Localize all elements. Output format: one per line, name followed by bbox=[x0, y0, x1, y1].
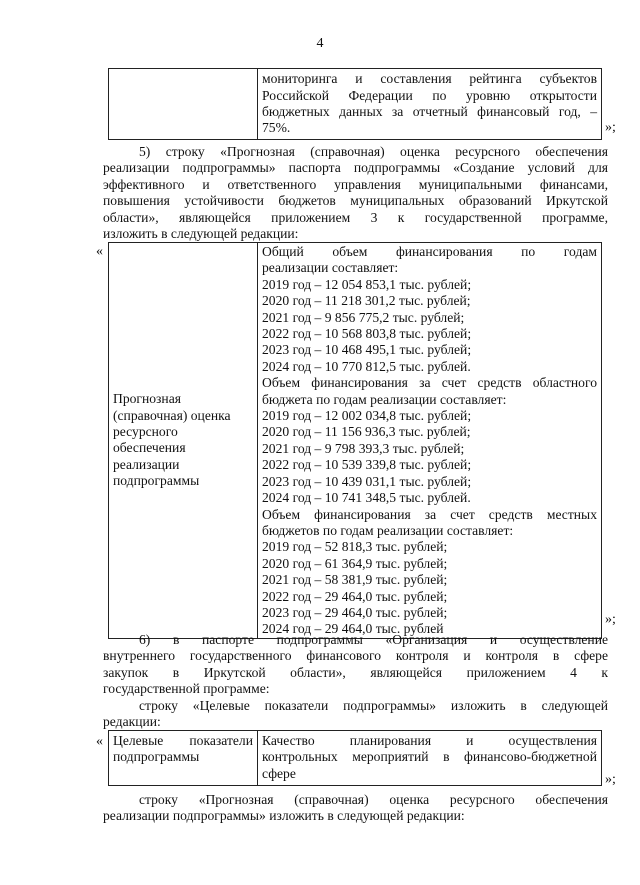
paragraph-6-sub bbox=[103, 698, 608, 731]
cell-text-line: 2019 год – 12 054 853,1 тыс. рублей; bbox=[262, 276, 472, 292]
paragraph-line: эффективного и ответственного управления муниципальными финансами, bbox=[103, 176, 608, 192]
paragraph-line: повышения устойчивости бюджетов муниципальных образований Иркутской bbox=[103, 193, 608, 209]
cell-text-line: 2020 год – 61 364,9 тыс. рублей; bbox=[262, 555, 448, 571]
paragraph-line: области», являющейся приложением 3 к государственной программе, bbox=[103, 209, 608, 225]
table-continuation bbox=[108, 68, 602, 140]
table-targets bbox=[108, 730, 602, 786]
cell-text-line: 2019 год – 52 818,3 тыс. рублей; bbox=[262, 539, 448, 555]
table-targets-right-cell bbox=[258, 731, 602, 786]
paragraph-line: реализации подпрограммы» изложить в следующей редакции: bbox=[103, 808, 465, 824]
paragraph-line: реализации подпрограммы» паспорта подпрограммы «Создание условий для bbox=[103, 160, 608, 176]
cell-text-line: 2024 год – 29 464,0 тыс. рублей bbox=[262, 621, 444, 637]
cell-text-line: 2023 год – 10 468 495,1 тыс. рублей; bbox=[262, 342, 472, 358]
cell-text-line: 2019 год – 12 002 034,8 тыс. рублей; bbox=[262, 408, 472, 424]
table-financing bbox=[108, 242, 602, 639]
cell-text-line: (справочная) оценка bbox=[113, 407, 231, 423]
cell-text-line: 2021 год – 9 798 393,3 тыс. рублей; bbox=[262, 440, 465, 456]
paragraph-6 bbox=[103, 632, 608, 698]
cell-text-line: 2022 год – 10 539 339,8 тыс. рублей; bbox=[262, 457, 472, 473]
table-financing-left-cell bbox=[109, 243, 258, 639]
cell-text-line: подпрограммы bbox=[113, 749, 200, 765]
cell-text-line: 2023 год – 29 464,0 тыс. рублей; bbox=[262, 604, 448, 620]
cell-text-line: реализации bbox=[113, 456, 180, 472]
table-financing-open-quote: « bbox=[96, 244, 103, 259]
paragraph-line: закупок в Иркутской области», являющейся приложением 4 к bbox=[103, 664, 608, 680]
cell-text-line: 2024 год – 10 770 812,5 тыс. рублей. bbox=[262, 358, 471, 374]
cell-text-line: 2023 год – 10 439 031,1 тыс. рублей; bbox=[262, 473, 472, 489]
table-targets-left-cell bbox=[109, 731, 258, 786]
table-continuation-left-cell bbox=[109, 69, 258, 140]
paragraph-5 bbox=[103, 144, 608, 242]
paragraph-line: 5) строку «Прогнозная (справочная) оценка ресурсного обеспечения bbox=[139, 144, 608, 159]
cell-text-line: Объем финансирования за счет средств местных bbox=[262, 506, 597, 522]
paragraph-line: 6) в паспорте подпрограммы «Организация и осуществление bbox=[139, 632, 608, 647]
cell-text-line: обеспечения bbox=[113, 440, 186, 456]
paragraph-line: изложить в следующей редакции: bbox=[103, 226, 299, 242]
cell-text-line: Качество планирования и осуществления bbox=[262, 733, 597, 748]
table-targets-open-quote: « bbox=[96, 734, 103, 749]
paragraph-line: строку «Целевые показатели подпрограммы» изложить в следующей bbox=[139, 698, 608, 713]
cell-text-line: Российской Федерации по уровню открытости bbox=[262, 87, 597, 103]
cell-text-line: реализации составляет: bbox=[262, 260, 399, 276]
cell-text-line: 2022 год – 10 568 803,8 тыс. рублей; bbox=[262, 326, 472, 342]
paragraph-line: редакции: bbox=[103, 714, 161, 730]
cell-text-line: 2021 год – 9 856 775,2 тыс. рублей; bbox=[262, 309, 465, 325]
cell-text-line: бюджета по годам реализации составляет: bbox=[262, 391, 507, 407]
cell-text-line: мониторинга и составления рейтинга субъектов bbox=[262, 71, 597, 87]
cell-text-line: Общий объем финансирования по годам bbox=[262, 244, 597, 259]
cell-text-line: ресурсного bbox=[113, 423, 178, 439]
cell-text-line: 2020 год – 11 156 936,3 тыс. рублей; bbox=[262, 424, 471, 440]
cell-text-line: 2024 год – 10 741 348,5 тыс. рублей. bbox=[262, 490, 471, 506]
cell-text-line: Объем финансирования за счет средств областного bbox=[262, 375, 597, 391]
cell-text-line: 2022 год – 29 464,0 тыс. рублей; bbox=[262, 588, 448, 604]
cell-text-line: Целевые показатели bbox=[113, 733, 253, 748]
cell-text-line: 2020 год – 11 218 301,2 тыс. рублей; bbox=[262, 293, 471, 309]
cell-text-line: бюджетных данных за отчетный финансовый год, – bbox=[262, 104, 597, 119]
paragraph-line: строку «Прогнозная (справочная) оценка ресурсного обеспечения bbox=[139, 792, 608, 807]
table-financing-right-cell bbox=[258, 243, 602, 639]
cell-text-line: Прогнозная bbox=[113, 391, 181, 407]
cell-text-line: контрольных мероприятий в финансово-бюджетной bbox=[262, 749, 597, 765]
cell-text-line: 2021 год – 58 381,9 тыс. рублей; bbox=[262, 572, 448, 588]
table-continuation-closing-quote: »; bbox=[605, 120, 616, 135]
cell-text-line: бюджетов по годам реализации составляет: bbox=[262, 522, 514, 538]
cell-text-line: сфере bbox=[262, 765, 296, 781]
paragraph-last bbox=[103, 792, 608, 825]
cell-text-line: подпрограммы bbox=[113, 473, 200, 489]
cell-text-line: 75%. bbox=[262, 120, 291, 136]
paragraph-line: внутреннего государственного финансового контроля и контроля в сфере bbox=[103, 648, 608, 664]
table-continuation-right-cell bbox=[258, 69, 602, 140]
table-financing-closing-quote: »; bbox=[605, 612, 616, 627]
table-targets-closing-quote: »; bbox=[605, 772, 616, 787]
paragraph-line: государственной программе: bbox=[103, 681, 270, 697]
page-number: 4 bbox=[316, 36, 324, 51]
